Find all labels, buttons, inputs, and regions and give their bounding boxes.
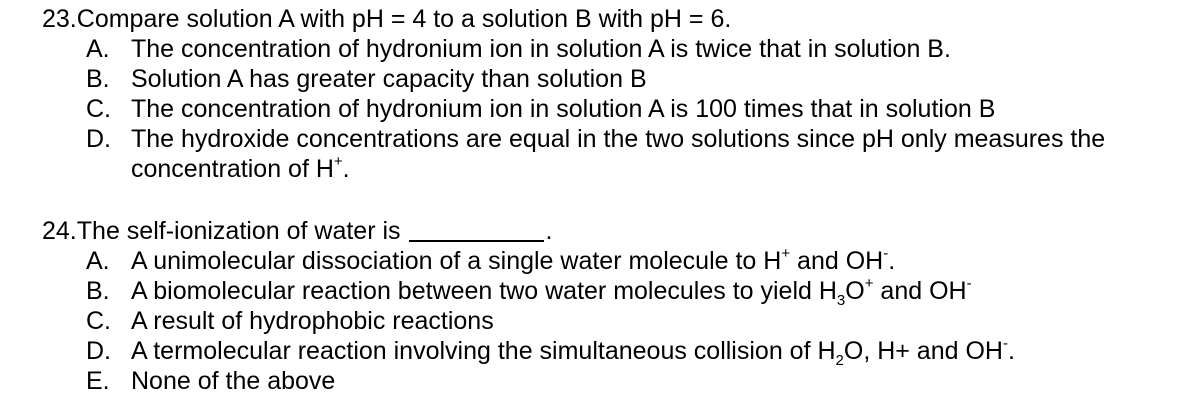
option-letter: D.	[86, 337, 111, 365]
option-24-a	[86, 246, 1192, 276]
question-24	[42, 216, 1192, 396]
superscript: -	[883, 244, 889, 262]
option-letter: B.	[86, 277, 110, 305]
superscript: +	[864, 274, 874, 292]
option-24-c	[86, 306, 1192, 336]
text-part: O, H+ and OH	[843, 337, 1003, 365]
question-23-stem	[42, 4, 1192, 34]
text-part: A termolecular reaction involving the simultaneous collision of H	[131, 337, 836, 365]
option-24-d	[86, 334, 1192, 369]
option-text: A result of hydrophobic reactions	[131, 307, 494, 335]
superscript: +	[781, 244, 791, 262]
question-text: Compare solution A with pH = 4 to a solution B with pH = 6.	[76, 5, 732, 33]
option-text	[131, 274, 1192, 309]
text-part: .	[1007, 337, 1015, 365]
option-letter: D.	[86, 125, 111, 153]
question-text: The self-ionization of water is	[76, 217, 401, 245]
option-text: The concentration of hydronium ion in solution A is twice that in solution B.	[131, 35, 951, 63]
question-number: 24.	[42, 217, 77, 245]
subscript: 2	[835, 352, 844, 369]
option-letter: A.	[86, 247, 110, 275]
option-text-tail: .	[342, 155, 350, 183]
option-23-d	[86, 124, 1192, 184]
option-24-b	[86, 274, 1192, 309]
option-text: The concentration of hydronium ion in solution A is 100 times that in solution B	[131, 95, 996, 123]
text-part: A biomolecular reaction between two water molecules to yield H	[131, 277, 837, 305]
option-24-e	[86, 366, 1192, 396]
option-text	[131, 334, 1192, 369]
option-letter: B.	[86, 65, 110, 93]
superscript-plus: +	[333, 152, 343, 170]
superscript: -	[966, 274, 972, 292]
text-part: O	[845, 277, 865, 305]
text-part: A unimolecular dissociation of a single water molecule to H	[131, 247, 782, 275]
subscript: 3	[836, 292, 846, 309]
answer-blank	[409, 216, 544, 242]
superscript: -	[1002, 334, 1008, 352]
option-text-main: The hydroxide concentrations are equal in the two solutions since pH only measures the concentration of H	[131, 125, 1106, 183]
option-text: None of the above	[131, 367, 336, 395]
question-24-options	[42, 246, 1192, 396]
option-23-a	[86, 34, 1192, 64]
option-23-b	[86, 64, 1192, 94]
question-end: .	[545, 217, 553, 245]
option-text	[131, 124, 1192, 184]
option-text	[131, 246, 1192, 276]
option-letter: C.	[86, 307, 111, 335]
option-letter: C.	[86, 95, 111, 123]
text-part: .	[888, 247, 896, 275]
question-number: 23.	[42, 5, 77, 33]
option-letter: E.	[86, 367, 110, 395]
option-23-c	[86, 94, 1192, 124]
question-24-stem	[42, 216, 1192, 246]
option-text: Solution A has greater capacity than solution B	[131, 65, 647, 93]
text-part: and OH	[790, 247, 884, 275]
text-part: and OH	[873, 277, 967, 305]
question-23-options	[42, 34, 1192, 184]
option-letter: A.	[86, 35, 110, 63]
question-23	[42, 4, 1192, 184]
